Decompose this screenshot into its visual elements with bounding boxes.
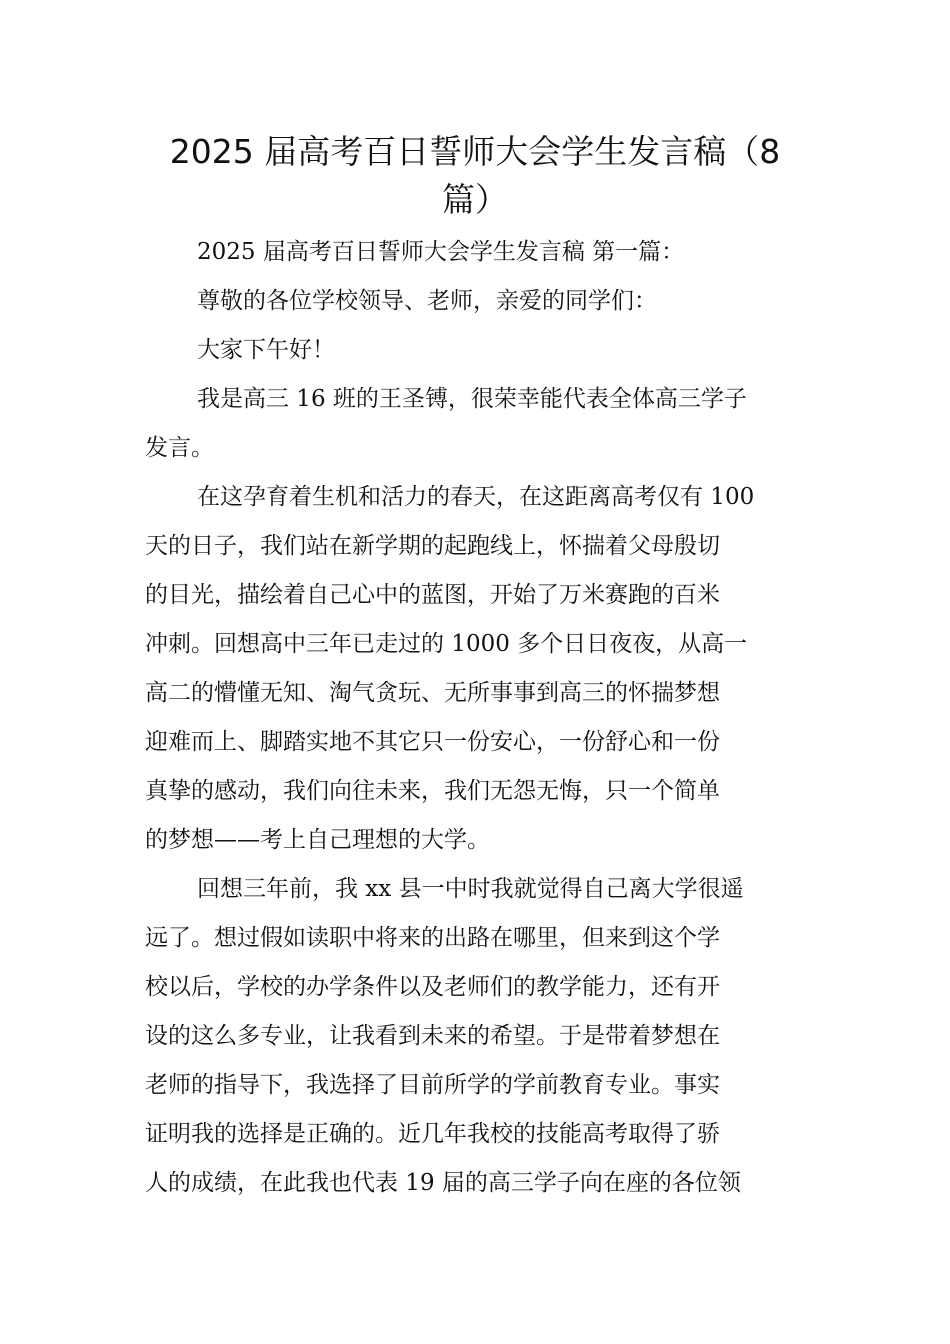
paragraph-line: 远了。想过假如读职中将来的出路在哪里，但来到这个学	[145, 925, 720, 951]
title-line-1: 2025 届高考百日誓师大会学生发言稿（8	[169, 132, 781, 171]
paragraph-line: 我是高三 16 班的王圣镈，很荣幸能代表全体高三学子	[197, 386, 747, 412]
paragraph-line: 设的这么多专业，让我看到未来的希望。于是带着梦想在	[145, 1023, 720, 1049]
paragraph-line: 证明我的选择是正确的。近几年我校的技能高考取得了骄	[145, 1121, 720, 1147]
paragraph-line: 天的日子，我们站在新学期的起跑线上，怀揣着父母殷切	[145, 533, 720, 559]
paragraph-line: 回想三年前，我 xx 县一中时我就觉得自己离大学很遥	[197, 876, 744, 902]
greeting: 大家下午好！	[197, 337, 335, 363]
paragraph-line: 在这孕育着生机和活力的春天，在这距离高考仅有 100	[197, 484, 755, 510]
paragraph-line: 高二的懵懂无知、淘气贪玩、无所事事到高三的怀揣梦想	[145, 680, 720, 706]
document-title	[145, 128, 805, 224]
section-heading: 2025 届高考百日誓师大会学生发言稿 第一篇：	[197, 239, 685, 265]
paragraph-line: 发言。	[145, 435, 214, 461]
paragraph-line: 老师的指导下，我选择了目前所学的学前教育专业。事实	[145, 1072, 720, 1098]
document-body	[145, 228, 805, 1208]
paragraph-line: 迎难而上、脚踏实地不其它只一份安心，一份舒心和一份	[145, 729, 720, 755]
paragraph-line: 的梦想——考上自己理想的大学。	[145, 827, 490, 853]
title-line-2: 篇）	[442, 180, 508, 219]
paragraph-line: 冲刺。回想高中三年已走过的 1000 多个日日夜夜，从高一	[145, 631, 748, 657]
paragraph-line: 校以后，学校的办学条件以及老师们的教学能力，还有开	[145, 974, 720, 1000]
salutation: 尊敬的各位学校领导、老师，亲爱的同学们：	[197, 288, 657, 314]
paragraph-line: 人的成绩，在此我也代表 19 届的高三学子向在座的各位领	[145, 1170, 741, 1196]
paragraph-line: 真挚的感动，我们向往未来，我们无怨无悔，只一个简单	[145, 778, 720, 804]
paragraph-line: 的目光，描绘着自己心中的蓝图，开始了万米赛跑的百米	[145, 582, 720, 608]
